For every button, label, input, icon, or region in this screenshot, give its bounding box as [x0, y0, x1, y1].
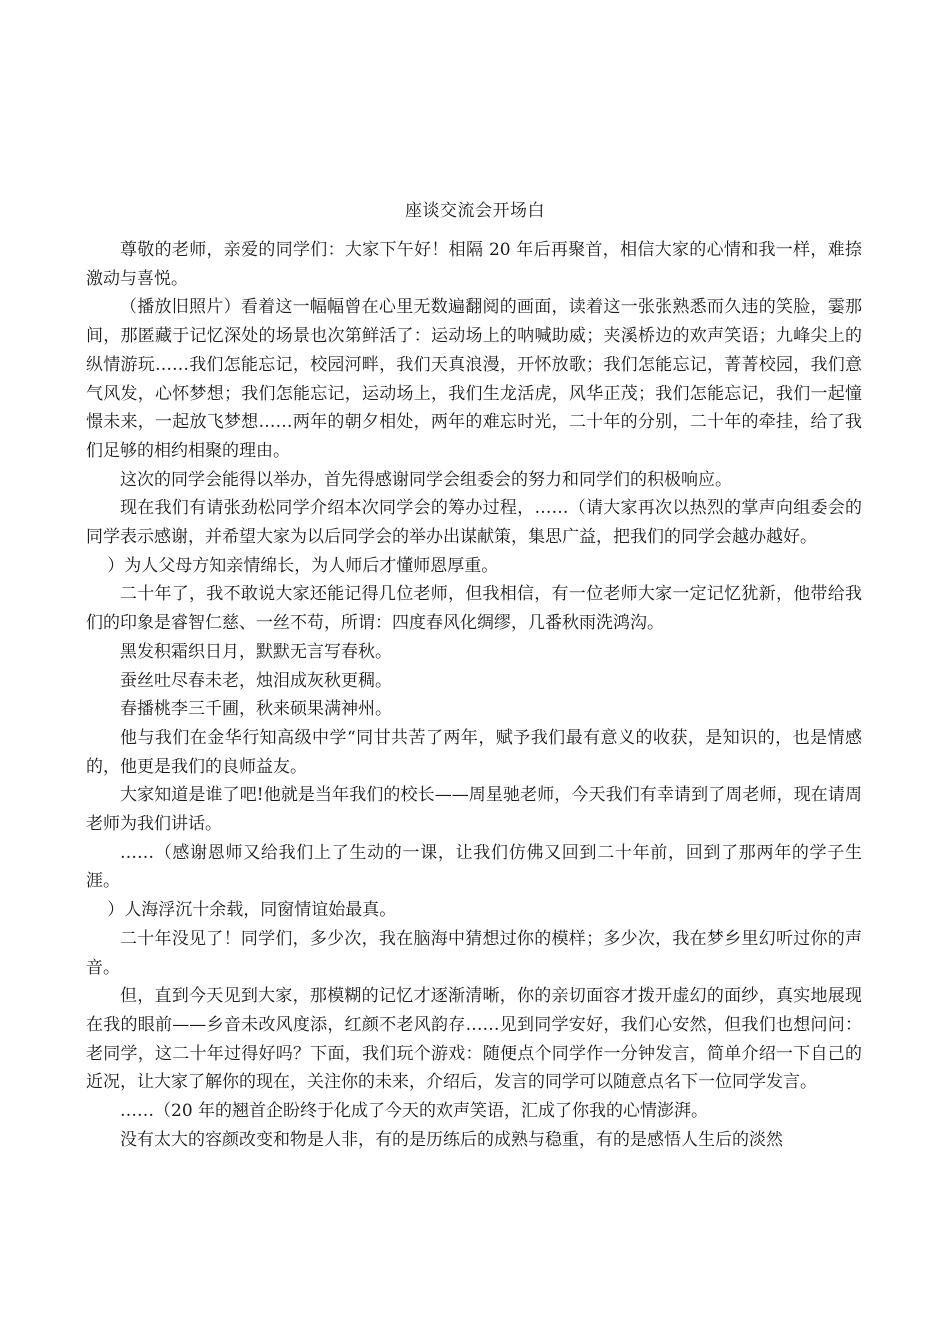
poem-line: 蚕丝吐尽春未老，烛泪成灰秋更稠。 [120, 670, 392, 691]
paragraph: ……（感谢恩师又给我们上了生动的一课，让我们仿佛又回到二十年前，回到了那两年的学子生涯。 [86, 842, 862, 892]
poem-line: 春播桃李三千圃，秋来硕果满神州。 [120, 699, 392, 720]
paragraph: 他与我们在金华行知高级中学“同甘共苦了两年，赋予我们最有意义的收获，是知识的，也是情感的，他更是我们的良师益友。 [86, 727, 862, 777]
document-title: 座谈交流会开场白 [405, 201, 545, 221]
paragraph: ）人海浮沉十余载，同窗情谊始最真。 [107, 900, 397, 921]
document-body [86, 236, 862, 1155]
paragraph: （播放旧照片）看着这一幅幅曾在心里无数遍翻阅的画面，读着这一张张熟悉而久违的笑脸，霎那间，那匿藏于记忆深处的场景也次第鲜活了：运动场上的呐喊助威；夹溪桥边的欢声笑语；九峰尖上的纵情游玩……我们怎能忘记，校园河畔，我们天真浪漫，开怀放歌；我们怎能忘记，菁菁校园，我们意气风发，心怀梦想；我们怎能忘记，运动场上，我们生龙活虎，风华正茂；我们怎能忘记，我们一起憧憬未来，一起放飞梦想……两年的朝夕相处，两年的难忘时光，二十年的分别，二十年的牵挂，给了我们足够的相约相聚的理由。 [86, 297, 862, 461]
paragraph: ……（20 年的翘首企盼终于化成了今天的欢声笑语，汇成了你我的心情澎湃。 [120, 1101, 709, 1122]
paragraph: 没有太大的容颜改变和物是人非，有的是历练后的成熟与稳重，有的是感悟人生后的淡然 [120, 1129, 783, 1150]
paragraph: 但，直到今天见到大家，那模糊的记忆才逐渐清晰，你的亲切面容才拨开虚幻的面纱，真实地展现在我的眼前——乡音未改风度添，红颜不老风韵存……见到同学安好，我们心安然，但我们也想问问：老同学，这二十年过得好吗？下面，我们玩个游戏：随便点个同学作一分钟发言，简单介绍一下自己的近况，让大家了解你的现在，关注你的未来，介绍后，发言的同学可以随意点名下一位同学发言。 [86, 986, 862, 1093]
paragraph: 现在我们有请张劲松同学介绍本次同学会的筹办过程，……（请大家再次以热烈的掌声向组委会的同学表示感谢，并希望大家为以后同学会的举办出谋献策，集思广益，把我们的同学会越办越好。 [86, 498, 862, 548]
paragraph: 大家知道是谁了吧!他就是当年我们的校长——周星驰老师，今天我们有幸请到了周老师，现在请周老师为我们讲话。 [86, 785, 862, 835]
poem-line: 黑发积霜织日月，默默无言写春秋。 [120, 641, 392, 662]
paragraph: 二十年没见了！同学们，多少次，我在脑海中猜想过你的模样；多少次，我在梦乡里幻听过你的声音。 [86, 928, 862, 978]
paragraph: 二十年了，我不敢说大家还能记得几位老师，但我相信，有一位老师大家一定记忆犹新，他带给我们的印象是睿智仁慈、一丝不苟，所谓：四度春风化绸缪，几番秋雨洗鸿沟。 [86, 584, 862, 634]
paragraph: 尊敬的老师，亲爱的同学们：大家下午好！相隔 20 年后再聚首，相信大家的心情和我一样，难捺激动与喜悦。 [86, 240, 862, 289]
paragraph: ）为人父母方知亲情绵长，为人师后才懂师恩厚重。 [107, 555, 499, 576]
paragraph: 这次的同学会能得以举办，首先得感谢同学会组委会的努力和同学们的积极响应。 [120, 469, 732, 490]
